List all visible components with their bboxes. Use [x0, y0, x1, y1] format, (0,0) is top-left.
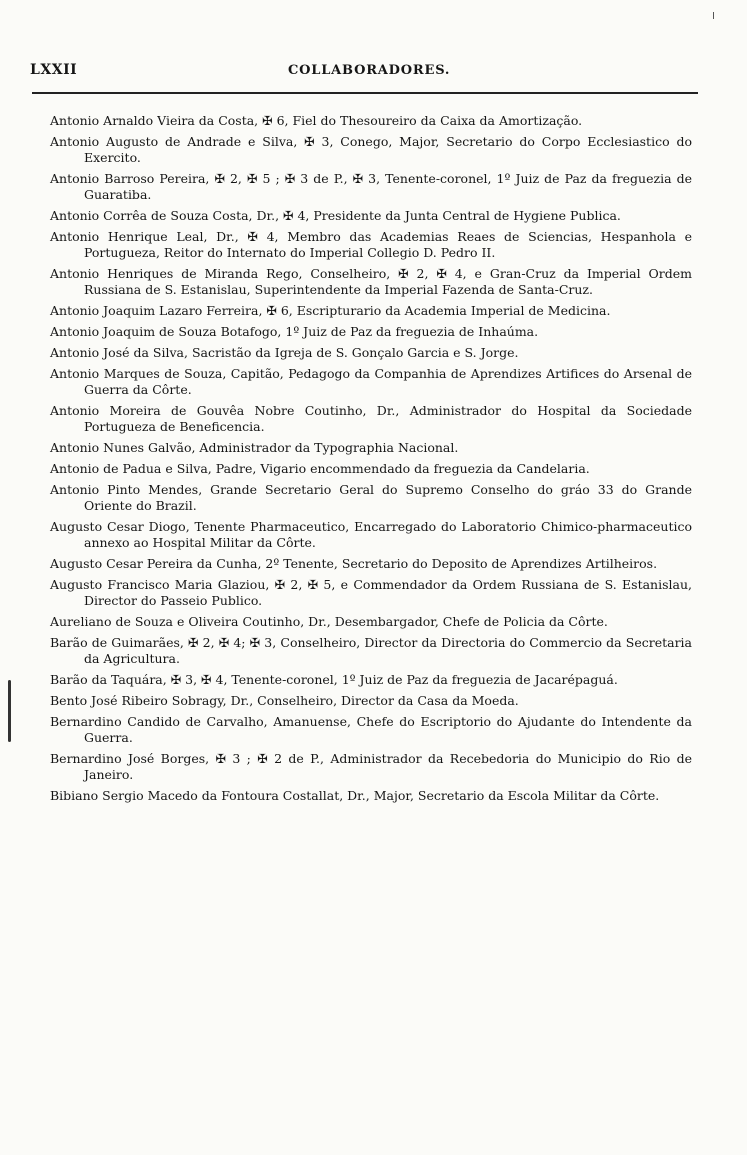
list-item: Augusto Francisco Maria Glaziou, ✠ 2, ✠ 5, e Commendador da Ordem Russiana de S. Estanislau, Director do Passeio Publico. [50, 577, 692, 608]
list-item: Bernardino Candido de Carvalho, Amanuense, Chefe do Escriptorio do Ajudante do Intendente da Guerra. [50, 714, 692, 745]
list-item: Antonio Nunes Galvão, Administrador da Typographia Nacional. [50, 440, 459, 455]
list-item: Antonio Henriques de Miranda Rego, Conselheiro, ✠ 2, ✠ 4, e Gran-Cruz da Imperial Ordem Russiana de S. Estanislau, Superintendente da Imperial Fazenda de Santa-Cruz. [50, 266, 692, 297]
running-head [30, 62, 700, 84]
list-item: Antonio Henrique Leal, Dr., ✠ 4, Membro das Academias Reaes de Sciencias, Hespanhola e Portugueza, Reitor do Internato do Imperial Collegio D. Pedro II. [50, 229, 692, 260]
list-item: Antonio Augusto de Andrade e Silva, ✠ 3, Conego, Major, Secretario do Corpo Ecclesiastico do Exercito. [50, 134, 692, 165]
list-item: Augusto Cesar Diogo, Tenente Pharmaceutico, Encarregado do Laboratorio Chimico-pharmaceutico annexo ao Hospital Militar da Côrte. [50, 519, 692, 550]
list-item: Antonio José da Silva, Sacristão da Igreja de S. Gonçalo Garcia e S. Jorge. [50, 345, 519, 360]
list-item: Antonio Barroso Pereira, ✠ 2, ✠ 5 ; ✠ 3 de P., ✠ 3, Tenente-coronel, 1º Juiz de Paz da freguezia de Guaratiba. [50, 171, 692, 202]
list-item: Antonio Joaquim Lazaro Ferreira, ✠ 6, Escripturario da Academia Imperial de Medicina. [50, 303, 611, 318]
list-item: Antonio Marques de Souza, Capitão, Pedagogo da Companhia de Aprendizes Artifices do Arsenal de Guerra da Côrte. [50, 366, 692, 397]
list-item: Antonio Corrêa de Souza Costa, Dr., ✠ 4, Presidente da Junta Central de Hygiene Publica. [50, 208, 621, 223]
corner-mark [713, 12, 714, 19]
list-item: Antonio de Padua e Silva, Padre, Vigario encommendado da freguezia da Candelaria. [50, 461, 590, 476]
list-item: Augusto Cesar Pereira da Cunha, 2º Tenente, Secretario do Deposito de Aprendizes Artilheiros. [50, 556, 658, 571]
list-item: Bento José Ribeiro Sobragy, Dr., Conselheiro, Director da Casa da Moeda. [50, 693, 519, 708]
list-item: Antonio Joaquim de Souza Botafogo, 1º Juiz de Paz da freguezia de Inhaúma. [50, 324, 539, 339]
list-item: Bernardino José Borges, ✠ 3 ; ✠ 2 de P., Administrador da Recebedoria do Municipio do Rio de Janeiro. [50, 751, 692, 782]
list-item: Aureliano de Souza e Oliveira Coutinho, Dr., Desembargador, Chefe de Policia da Côrte. [50, 614, 608, 629]
page-number: LXXII [30, 62, 78, 78]
margin-mark [8, 680, 11, 742]
list-item: Barão da Taquára, ✠ 3, ✠ 4, Tenente-coronel, 1º Juiz de Paz da freguezia de Jacarépaguá. [50, 672, 618, 687]
header-rule [32, 92, 698, 94]
list-item: Bibiano Sergio Macedo da Fontoura Costallat, Dr., Major, Secretario da Escola Militar da Côrte. [50, 788, 660, 803]
list-item: Antonio Moreira de Gouvêa Nobre Coutinho, Dr., Administrador do Hospital da Sociedade Portugueza de Beneficencia. [50, 403, 692, 434]
list-item: Antonio Pinto Mendes, Grande Secretario Geral do Supremo Conselho do gráo 33 do Grande Oriente do Brazil. [50, 482, 692, 513]
section-title: COLLABORADORES. [288, 63, 451, 78]
list-item: Antonio Arnaldo Vieira da Costa, ✠ 6, Fiel do Thesoureiro da Caixa da Amortização. [50, 113, 583, 128]
list-item: Barão de Guimarães, ✠ 2, ✠ 4; ✠ 3, Conselheiro, Director da Directoria do Commercio da Secretaria da Agricultura. [50, 635, 692, 666]
collaborators-list [50, 113, 692, 809]
